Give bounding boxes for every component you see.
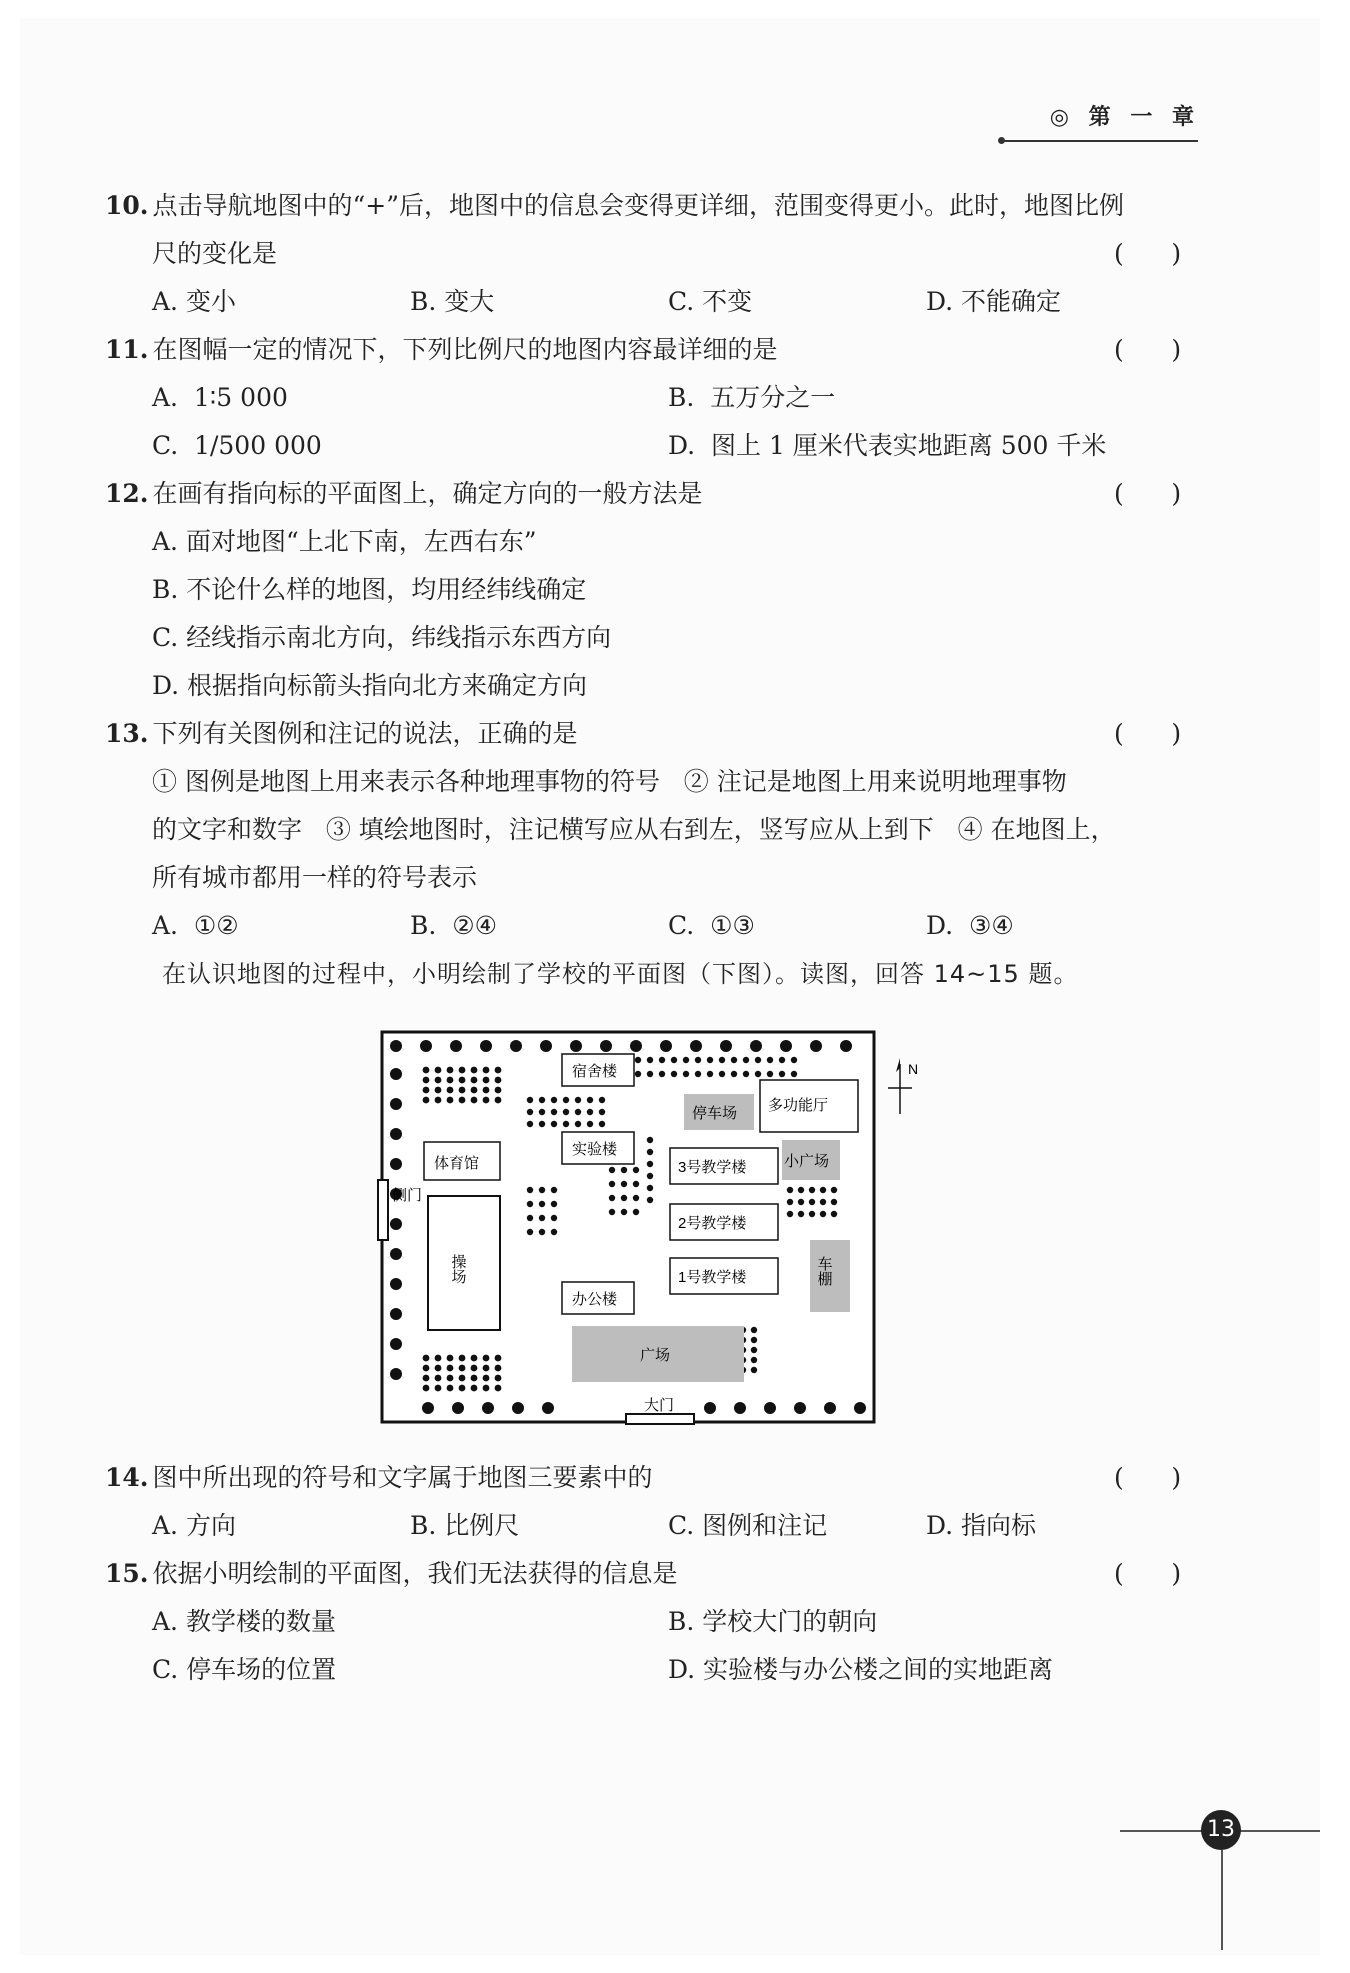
tree-dot <box>483 1385 490 1392</box>
small-plaza-label: 小广场 <box>784 1153 830 1170</box>
tree-dot <box>570 1040 582 1052</box>
statement-line-3: 所有城市都用一样的符号表示 <box>152 863 478 892</box>
tree-dot <box>482 1402 494 1414</box>
question-11 <box>105 330 778 370</box>
tree-dot <box>423 1375 430 1382</box>
tree-dot <box>390 1278 402 1290</box>
tree-dot <box>647 1185 653 1191</box>
tree-dot <box>755 1057 761 1063</box>
tree-dot <box>840 1040 852 1052</box>
tree-dot <box>539 1109 545 1115</box>
tree-dot <box>750 1040 762 1052</box>
tree-dot <box>751 1367 757 1373</box>
tree-dot <box>459 1385 466 1392</box>
tree-dot <box>647 1149 653 1155</box>
building-2-label: 2号教学楼 <box>678 1215 747 1232</box>
option-d[interactable]: D. 实验楼与办公楼之间的实地距离 <box>668 1655 1054 1684</box>
hall-label: 多功能厅 <box>768 1097 829 1114</box>
option-a[interactable]: A. 面对地图“上北下南，左西右东” <box>152 527 537 556</box>
tree-dot <box>527 1121 533 1127</box>
tree-dot <box>809 1199 815 1205</box>
option-b[interactable]: B. ②④ <box>410 911 498 940</box>
tree-dot <box>809 1187 815 1193</box>
answer-blank[interactable]: ( ) <box>1114 479 1182 508</box>
tree-dot <box>390 1128 402 1140</box>
tree-dot <box>551 1201 557 1207</box>
tree-dot <box>734 1402 746 1414</box>
option-c[interactable]: C. 图例和注记 <box>668 1511 828 1540</box>
tree-dot <box>563 1121 569 1127</box>
tree-dot <box>495 1087 502 1094</box>
tree-dot <box>743 1057 749 1063</box>
tree-dot <box>435 1097 442 1104</box>
side-gate <box>378 1180 388 1240</box>
tree-dot <box>609 1195 615 1201</box>
tree-dot <box>794 1402 806 1414</box>
tree-dot <box>633 1181 639 1187</box>
option-c[interactable]: C. ①③ <box>668 911 755 940</box>
question-text: 点击导航地图中的“+”后，地图中的信息会变得更详细，范围变得更小。此时，地图比例 <box>152 191 1125 220</box>
tree-dot <box>527 1215 533 1221</box>
tree-dot <box>719 1071 725 1077</box>
tree-dot <box>483 1355 490 1362</box>
tree-dot <box>452 1402 464 1414</box>
tree-dot <box>447 1077 454 1084</box>
tree-dot <box>539 1215 545 1221</box>
main-gate <box>626 1414 694 1424</box>
tree-dot <box>480 1040 492 1052</box>
option-c[interactable]: C. 经线指示南北方向，纬线指示东西方向 <box>152 623 612 652</box>
parking-label: 停车场 <box>692 1105 738 1122</box>
question-number: 10. <box>105 191 149 220</box>
tree-dot <box>447 1375 454 1382</box>
answer-blank[interactable]: ( ) <box>1114 719 1182 748</box>
option-a[interactable]: A. ①② <box>152 911 239 940</box>
tree-dot <box>767 1057 773 1063</box>
tree-dot <box>621 1209 627 1215</box>
tree-dot <box>471 1087 478 1094</box>
tree-dot <box>483 1365 490 1372</box>
tree-dot <box>483 1087 490 1094</box>
tree-dot <box>809 1211 815 1217</box>
tree-dot <box>599 1097 605 1103</box>
tree-dot <box>647 1057 653 1063</box>
tree-dot <box>695 1071 701 1077</box>
option-d[interactable]: D. ③④ <box>926 911 1014 940</box>
option-b[interactable]: B. 不论什么样的地图，均用经纬线确定 <box>152 575 587 604</box>
tree-dot <box>621 1181 627 1187</box>
tree-dot <box>527 1229 533 1235</box>
tree-dot <box>471 1067 478 1074</box>
tree-dot <box>423 1087 430 1094</box>
tree-dot <box>510 1040 522 1052</box>
tree-dot <box>630 1040 642 1052</box>
question-15 <box>105 1554 678 1594</box>
tree-dot <box>707 1057 713 1063</box>
tree-dot <box>423 1067 430 1074</box>
header-rule <box>1000 140 1198 142</box>
tree-dot <box>423 1097 430 1104</box>
answer-blank[interactable]: ( ) <box>1114 239 1182 268</box>
tree-dot <box>527 1109 533 1115</box>
tree-dot <box>798 1187 804 1193</box>
tree-dot <box>495 1077 502 1084</box>
option-b[interactable]: B. 变大 <box>410 287 495 316</box>
question-number: 13. <box>105 719 149 748</box>
tree-dot <box>459 1087 466 1094</box>
tree-dot <box>483 1097 490 1104</box>
tree-dot <box>831 1211 837 1217</box>
tree-dot <box>539 1097 545 1103</box>
field-label: 操场 <box>449 1254 467 1284</box>
tree-dot <box>635 1071 641 1077</box>
page-number: 13 <box>1201 1810 1241 1850</box>
tree-dot <box>820 1187 826 1193</box>
tree-dot <box>423 1385 430 1392</box>
tree-dot <box>831 1187 837 1193</box>
plaza-label: 广场 <box>640 1347 671 1364</box>
tree-dot <box>798 1199 804 1205</box>
chapter-title: 第 一 章 <box>1088 104 1200 130</box>
side-gate-text: 侧门 <box>392 1187 423 1204</box>
shed-label: 车棚 <box>815 1256 833 1286</box>
tree-dot <box>810 1040 822 1052</box>
tree-dot <box>587 1109 593 1115</box>
tree-dot <box>563 1097 569 1103</box>
tree-dot <box>751 1357 757 1363</box>
tree-dot <box>751 1337 757 1343</box>
tree-dot <box>671 1071 677 1077</box>
tree-dot <box>435 1067 442 1074</box>
tree-dot <box>707 1071 713 1077</box>
question-text: 图中所出现的符号和文字属于地图三要素中的 <box>152 1463 653 1492</box>
tree-dot <box>495 1355 502 1362</box>
statement-line-2: 的文字和数字 ③ 填绘地图时，注记横写应从右到左，竖写应从上到下 ④ 在地图上， <box>152 815 1116 844</box>
tree-dot <box>633 1209 639 1215</box>
tree-dot <box>820 1211 826 1217</box>
tree-dot <box>659 1057 665 1063</box>
tree-dot <box>647 1137 653 1143</box>
tree-dot <box>495 1097 502 1104</box>
question-text: 下列有关图例和注记的说法，正确的是 <box>152 719 578 748</box>
question-number: 11. <box>105 335 149 364</box>
tree-dot <box>435 1365 442 1372</box>
tree-dot <box>539 1121 545 1127</box>
tree-dot <box>390 1158 402 1170</box>
tree-dot <box>390 1338 402 1350</box>
tree-dot <box>459 1067 466 1074</box>
school-plan-map <box>380 1030 919 1424</box>
option-c[interactable]: C. 停车场的位置 <box>152 1655 337 1684</box>
tree-dot <box>767 1071 773 1077</box>
option-c[interactable]: C. 不变 <box>668 287 753 316</box>
tree-dot <box>719 1057 725 1063</box>
tree-dot <box>787 1199 793 1205</box>
option-b[interactable]: B. 学校大门的朝向 <box>668 1607 878 1636</box>
tree-dot <box>633 1167 639 1173</box>
tree-dot <box>483 1375 490 1382</box>
tree-dot <box>575 1121 581 1127</box>
tree-dot <box>779 1071 785 1077</box>
tree-dot <box>647 1173 653 1179</box>
tree-dot <box>471 1375 478 1382</box>
tree-dot <box>831 1199 837 1205</box>
tree-dot <box>609 1181 615 1187</box>
tree-dot <box>420 1040 432 1052</box>
tree-dot <box>459 1077 466 1084</box>
tree-dot <box>751 1347 757 1353</box>
tree-dot <box>647 1071 653 1077</box>
tree-dot <box>435 1375 442 1382</box>
tree-dot <box>390 1068 402 1080</box>
tree-dot <box>447 1087 454 1094</box>
tree-dot <box>459 1375 466 1382</box>
dorm-label: 宿舍楼 <box>572 1063 618 1080</box>
tree-dot <box>435 1077 442 1084</box>
office-label: 办公楼 <box>572 1291 618 1308</box>
tree-dot <box>390 1308 402 1320</box>
option-b[interactable]: B. 比例尺 <box>410 1511 520 1540</box>
main-gate-label: 大门 <box>644 1397 675 1414</box>
answer-blank[interactable]: ( ) <box>1114 1559 1182 1588</box>
question-text: 依据小明绘制的平面图，我们无法获得的信息是 <box>152 1559 678 1588</box>
tree-dot <box>755 1071 761 1077</box>
tree-dot <box>764 1402 776 1414</box>
tree-dot <box>471 1385 478 1392</box>
question-text: 在画有指向标的平面图上，确定方向的一般方法是 <box>152 479 703 508</box>
question-number: 15. <box>105 1559 149 1588</box>
gym-label: 体育馆 <box>434 1155 480 1172</box>
tree-dot <box>459 1097 466 1104</box>
header-symbol: ◎ <box>1049 104 1075 130</box>
tree-dot <box>824 1402 836 1414</box>
question-text-cont: 尺的变化是 <box>152 239 278 268</box>
tree-dot <box>599 1109 605 1115</box>
tree-dot <box>609 1209 615 1215</box>
tree-dot <box>743 1071 749 1077</box>
option-d[interactable]: D. 根据指向标箭头指向北方来确定方向 <box>152 671 588 700</box>
question-text: 在图幅一定的情况下，下列比例尺的地图内容最详细的是 <box>152 335 778 364</box>
tree-dot <box>422 1402 434 1414</box>
option-a[interactable]: A. 教学楼的数量 <box>152 1607 336 1636</box>
tree-dot <box>459 1355 466 1362</box>
tree-dot <box>483 1067 490 1074</box>
tree-dot <box>751 1327 757 1333</box>
option-c[interactable]: C. 1/500 000 <box>152 431 322 460</box>
tree-dot <box>791 1071 797 1077</box>
tree-dot <box>704 1402 716 1414</box>
chapter-header <box>1050 100 1200 131</box>
tree-dot <box>512 1402 524 1414</box>
page-number-stem <box>1221 1850 1223 1950</box>
tree-dot <box>575 1097 581 1103</box>
tree-dot <box>447 1365 454 1372</box>
tree-dot <box>600 1040 612 1052</box>
tree-dot <box>779 1057 785 1063</box>
tree-dot <box>471 1355 478 1362</box>
tree-dot <box>423 1355 430 1362</box>
tree-dot <box>647 1197 653 1203</box>
tree-dot <box>540 1040 552 1052</box>
tree-dot <box>633 1195 639 1201</box>
question-10 <box>105 186 1124 226</box>
tree-dot <box>447 1067 454 1074</box>
tree-dot <box>390 1368 402 1380</box>
tree-dot <box>683 1057 689 1063</box>
tree-dot <box>791 1057 797 1063</box>
reading-intro: 在认识地图的过程中，小明绘制了学校的平面图（下图）。读图，回答 14~15 题。 <box>162 960 1079 988</box>
tree-dot <box>539 1201 545 1207</box>
option-a[interactable]: A. 1∶5 000 <box>152 383 288 412</box>
tree-dot <box>527 1201 533 1207</box>
tree-dot <box>447 1385 454 1392</box>
tree-dot <box>575 1109 581 1115</box>
tree-dot <box>695 1057 701 1063</box>
lab-label: 实验楼 <box>572 1141 618 1158</box>
tree-dot <box>587 1121 593 1127</box>
statement-line-1: ① 图例是地图上用来表示各种地理事物的符号 ② 注记是地图上用来说明地理事物 <box>152 767 1067 796</box>
tree-dot <box>435 1087 442 1094</box>
question-12 <box>105 474 703 514</box>
north-label: N <box>908 1061 919 1077</box>
option-a[interactable]: A. 变小 <box>152 287 236 316</box>
tree-dot <box>647 1161 653 1167</box>
tree-dot <box>820 1199 826 1205</box>
tree-dot <box>471 1365 478 1372</box>
tree-dot <box>690 1040 702 1052</box>
tree-dot <box>551 1121 557 1127</box>
tree-dot <box>551 1215 557 1221</box>
answer-blank[interactable]: ( ) <box>1114 335 1182 364</box>
tree-dot <box>551 1187 557 1193</box>
tree-dot <box>635 1057 641 1063</box>
tree-dot <box>450 1040 462 1052</box>
option-d[interactable]: D. 指向标 <box>926 1511 1037 1540</box>
tree-dot <box>671 1057 677 1063</box>
tree-dot <box>390 1218 402 1230</box>
tree-dot <box>527 1097 533 1103</box>
question-13 <box>105 714 578 754</box>
tree-dot <box>495 1385 502 1392</box>
tree-dot <box>447 1355 454 1362</box>
option-d[interactable]: D. 不能确定 <box>926 287 1062 316</box>
tree-dot <box>390 1248 402 1260</box>
question-number: 14. <box>105 1463 149 1492</box>
tree-dot <box>798 1211 804 1217</box>
tree-dot <box>390 1040 402 1052</box>
tree-dot <box>542 1402 554 1414</box>
tree-dot <box>731 1057 737 1063</box>
tree-dot <box>495 1375 502 1382</box>
tree-dot <box>720 1040 732 1052</box>
tree-dot <box>787 1187 793 1193</box>
tree-dot <box>787 1211 793 1217</box>
tree-dot <box>390 1098 402 1110</box>
tree-dot <box>495 1067 502 1074</box>
tree-dot <box>483 1077 490 1084</box>
tree-dot <box>609 1167 615 1173</box>
answer-blank[interactable]: ( ) <box>1114 1463 1182 1492</box>
building-3-label: 3号教学楼 <box>678 1159 747 1176</box>
tree-dot <box>551 1229 557 1235</box>
tree-dot <box>471 1097 478 1104</box>
tree-dot <box>854 1402 866 1414</box>
tree-dot <box>621 1195 627 1201</box>
tree-dot <box>683 1071 689 1077</box>
option-a[interactable]: A. 方向 <box>152 1511 236 1540</box>
tree-dot <box>539 1229 545 1235</box>
question-14 <box>105 1458 653 1498</box>
tree-dot <box>447 1097 454 1104</box>
tree-dot <box>423 1077 430 1084</box>
tree-dot <box>435 1355 442 1362</box>
tree-dot <box>563 1109 569 1115</box>
tree-dot <box>423 1365 430 1372</box>
option-d[interactable]: D. 图上 1 厘米代表实地距离 500 千米 <box>668 431 1107 460</box>
tree-dot <box>495 1365 502 1372</box>
tree-dot <box>551 1097 557 1103</box>
option-b[interactable]: B. 五万分之一 <box>668 383 836 412</box>
tree-dot <box>599 1121 605 1127</box>
tree-dot <box>587 1097 593 1103</box>
tree-dot <box>459 1365 466 1372</box>
question-number: 12. <box>105 479 149 508</box>
tree-dot <box>527 1187 533 1193</box>
tree-dot <box>539 1187 545 1193</box>
tree-dot <box>551 1109 557 1115</box>
tree-dot <box>731 1071 737 1077</box>
tree-dot <box>471 1077 478 1084</box>
tree-dot <box>435 1385 442 1392</box>
building-1-label: 1号教学楼 <box>678 1269 747 1286</box>
side-gate-label <box>392 1187 422 1204</box>
tree-dot <box>659 1071 665 1077</box>
tree-dot <box>780 1040 792 1052</box>
tree-dot <box>621 1167 627 1173</box>
tree-dot <box>660 1040 672 1052</box>
